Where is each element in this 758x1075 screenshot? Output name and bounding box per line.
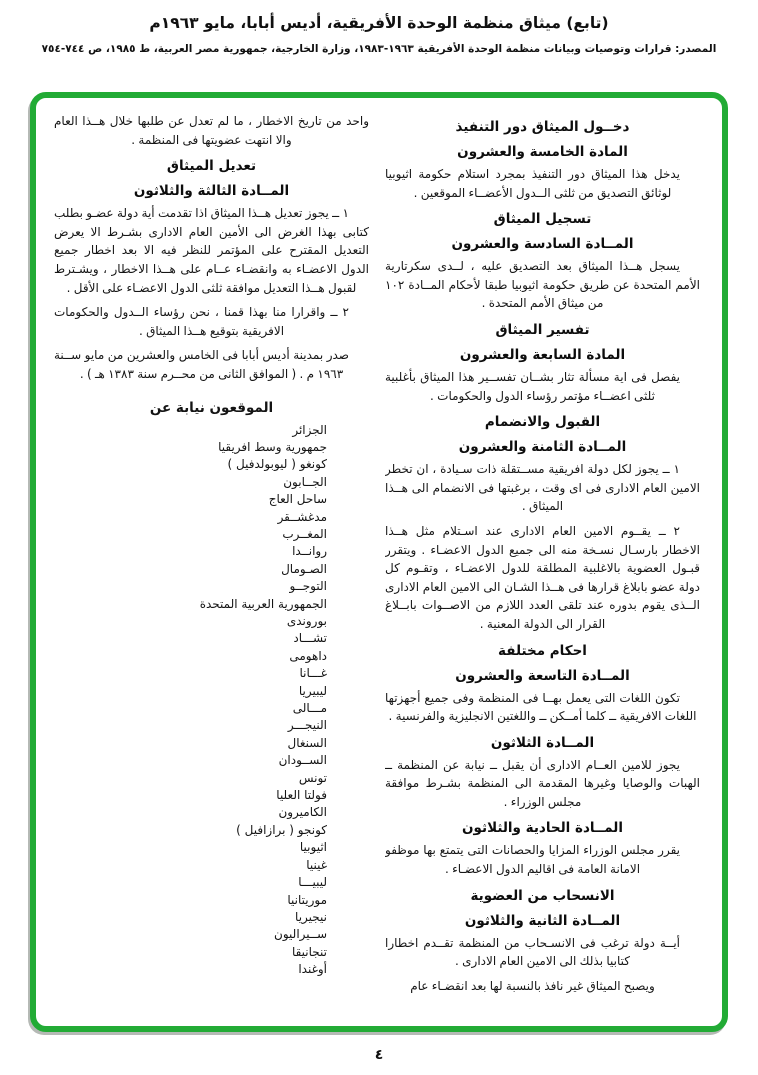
paragraph-article-25: يدخل هذا الميثاق دور التنفيذ بمجرد استلام حكومة اثيوبيا لوثائق التصديق من ثلثى الــدول الأعضــاء الموقعين . bbox=[385, 167, 680, 200]
country-item: أوغندا bbox=[298, 962, 327, 977]
country-item: كونغو ( ليوبولدفيل ) bbox=[227, 457, 327, 472]
paragraph-article-32: أيــة دولة ترغب فى الانسـحاب من المنظمة تقــدم اخطارا كتابيا بذلك الى الامين العام الادارى . bbox=[385, 935, 680, 969]
country-item: مـــالى bbox=[292, 701, 327, 716]
article-heading-27: المادة السابعة والعشرون bbox=[459, 346, 626, 363]
country-item: غـــانا bbox=[299, 666, 327, 681]
country-item: غينيا bbox=[306, 857, 327, 872]
paragraph-article-26: يسجل هــذا الميثاق بعد التصديق عليه ، لــدى سكرتارية الأمم المتحدة عن طريق حكومة اثيوبيا طبقا لأحكام المــادة ١٠٢ من ميثاق الأمم المتحدة . bbox=[385, 259, 700, 311]
country-item: موريتانيا bbox=[287, 892, 327, 907]
frame-inner bbox=[36, 98, 722, 1026]
country-item: الجزائر bbox=[292, 422, 327, 437]
country-item: الكاميرون bbox=[278, 805, 327, 820]
section-heading-amendment: تعديل الميثاق bbox=[166, 158, 257, 175]
document-source-line: المصدر: قرارات وتوصيات وبيانات منظمة الوحدة الأفريقية ١٩٦٣-١٩٨٣، وزارة الخارجية، جمهورية مصر العربية، ط ١٩٨٥، ص ٧٤٤-٧٥٤ bbox=[41, 43, 717, 55]
section-heading-miscellaneous: احكام مختلفة bbox=[498, 642, 587, 659]
paragraph-article-27: يفصل فى اية مسألة تثار بشــان تفســير هذا الميثاق بأغلبية ثلثى اعضــاء مؤتمر رؤساء الدول والحكومات . bbox=[385, 369, 680, 403]
article-heading-25: المادة الخامسة والعشرون bbox=[457, 144, 628, 160]
country-item: الجــابون bbox=[283, 474, 327, 489]
country-item: فولتا العليا bbox=[276, 788, 327, 803]
charter-text-frame bbox=[30, 92, 728, 1032]
section-heading-accession: القبول والانضمام bbox=[484, 414, 601, 431]
country-item: الصـومال bbox=[281, 561, 327, 576]
country-item: ســيراليون bbox=[274, 927, 327, 942]
article-heading-30: المــادة الثلاثون bbox=[490, 734, 595, 751]
country-item: التوجــو bbox=[289, 579, 327, 594]
paragraph-signing-date: صدر بمدينة أديس أبابا فى الخامس والعشرين من مايو ســنة ١٩٦٣ م . ( الموافق الثانى من محــرم سنة ١٣٨٣ هـ ) . bbox=[54, 348, 349, 381]
section-heading-interpretation: تفسير الميثاق bbox=[495, 321, 590, 338]
section-heading-entry-into-force: دخــول الميثاق دور التنفيذ bbox=[455, 119, 630, 135]
country-item: السنغال bbox=[287, 735, 327, 750]
countries-list bbox=[54, 422, 327, 979]
country-item: الجمهورية العربية المتحدة bbox=[199, 596, 327, 611]
country-item: ساحل العاج bbox=[268, 492, 327, 507]
paragraph-article-30: يجوز للامين العــام الادارى أن يقبل ــ نيابة عن المنظمة ــ الهبات والوصايا وغيرها المقدمة الى المنظمة بشـرط موافقة مجلس الوزراء . bbox=[385, 757, 700, 809]
paragraph-article-29: تكون اللغات التى يعمل بهــا فى المنظمة وفى جميع أجهزتها اللغات الافريقية ــ كلما أمــكن ــ واللغتين الانجليزية والفرنسية . bbox=[385, 690, 697, 724]
document-title: (تابع) ميثاق منظمة الوحدة الأفريقية، أديس أبابا، مايو ١٩٦٣م bbox=[149, 14, 609, 32]
country-item: ليبيريا bbox=[298, 683, 327, 698]
article-heading-33: المــادة الثالثة والثلاثون bbox=[133, 183, 290, 200]
paragraph-article-28-1: ١ ــ يجوز لكل دولة افريقية مســتقلة ذات سـيادة ، ان تخطر الامين العام الادارى فى اى وقت ، برغبتها فى الانضمام الى هــذا الميثاق . bbox=[385, 462, 700, 514]
section-heading-withdrawal: الانسحاب من العضوية bbox=[470, 887, 615, 904]
country-item: كونجو ( برازافيل ) bbox=[236, 822, 327, 837]
country-item: بوروندى bbox=[286, 614, 327, 628]
country-item: روانــدا bbox=[292, 544, 327, 559]
page-number: ٤ bbox=[374, 1047, 384, 1063]
paragraph-article-28-2: ٢ ــ يقــوم الامين العام الادارى عند اسـتلام مثل هــذا الاخطار بارسـال نسـخة منه الى جميع الدول الاعضـاء . ويتقرر قبـول العضوية بالاغلبية المطلقة للدول الاعضـاء ، وتقـوم كل دولة عضو بابلاغ قرارها فى هــذا الشـان الى الامين العام الادارى الــذى يقوم بدوره عند تلقى العدد اللازم من الاصــوات بابــلاغ القرار الى الدولة المعنية . bbox=[385, 523, 700, 631]
article-heading-31: المــادة الحادية والثلاثون bbox=[462, 820, 623, 837]
country-item: تشـــاد bbox=[293, 631, 327, 646]
paragraph-article-33-2: ٢ ــ واقرارا منا بهذا قمنا ، نحن رؤساء الــدول والحكومات الافريقية بتوقيع هــذا الميثاق . bbox=[54, 305, 349, 338]
country-item: النيجـــر bbox=[287, 718, 327, 733]
country-item: المغــرب bbox=[282, 526, 327, 541]
section-heading-registration: تسجيل الميثاق bbox=[493, 211, 592, 228]
country-item: تونس bbox=[298, 770, 327, 785]
country-item: مدغشــقر bbox=[277, 509, 327, 524]
paragraph-article-32-cont: ويصبح الميثاق غير نافذ بالنسبة لها بعد انقضـاء عام bbox=[410, 978, 655, 993]
country-item: تنجانيقا bbox=[291, 944, 327, 959]
country-item: اثيوبيا bbox=[299, 840, 327, 855]
signatories-title: الموقعون نيابة عن bbox=[149, 399, 274, 416]
country-item: جمهورية وسط افريقيا bbox=[218, 439, 327, 454]
paragraph-article-32-continuation: واحد من تاريخ الاخطار ، ما لم تعدل عن طلبها خلال هــذا العام والا انتهت عضويتها فى المنظمة . bbox=[54, 114, 369, 147]
left-column bbox=[54, 110, 369, 1018]
country-item: داهومى bbox=[289, 648, 327, 663]
article-heading-28: المــادة الثامنة والعشرون bbox=[458, 439, 627, 456]
country-item: نيجيريا bbox=[295, 909, 327, 924]
right-column bbox=[385, 110, 700, 1018]
article-heading-26: المــادة السادسة والعشرون bbox=[451, 236, 634, 253]
page-header bbox=[0, 14, 758, 55]
paragraph-article-31: يقرر مجلس الوزراء المزايا والحصانات التى يتمتع بها موظفو الامانة العامة فى اقاليم الدول الاعضـاء . bbox=[385, 843, 680, 877]
article-heading-32: المــادة الثانية والثلاثون bbox=[464, 912, 621, 929]
article-heading-29: المــادة التاسعة والعشرون bbox=[455, 667, 630, 684]
country-item: ليبيـــا bbox=[298, 875, 327, 890]
country-item: الســودان bbox=[278, 753, 327, 768]
paragraph-article-33-1: ١ ــ يجوز تعديل هــذا الميثاق اذا تقدمت أية دولة عضـو بطلب كتابى بهذا الغرض الى الأمين العام الادارى بشـرط الا يعرض التعديل المقترح على المؤتمر للنظر فيه الا بعد اخطار جميع الدول الاعضـاء به وانقضـاء عــام على هــذا الاخطار ، ويشـترط لقبول هــذا التعديل موافقة ثلثى الدول الاعضـاء على الأقل . bbox=[54, 206, 369, 295]
